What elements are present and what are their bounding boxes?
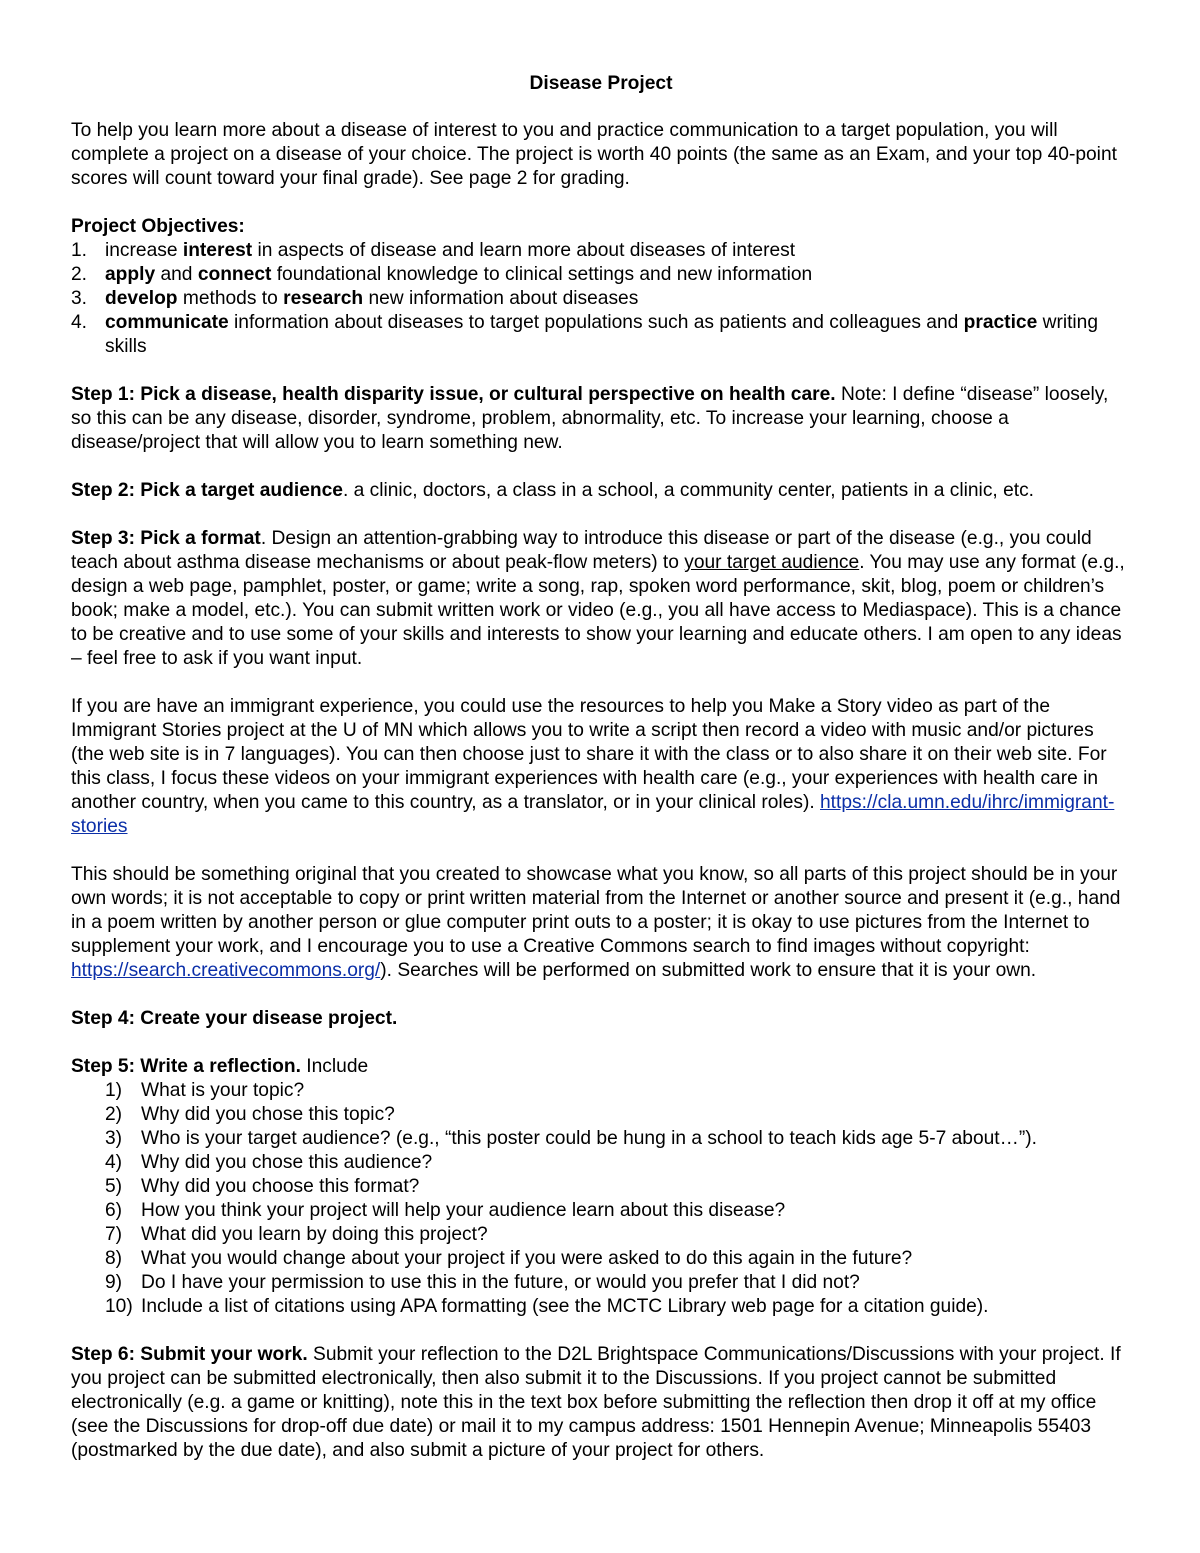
- step4-label: Step 4: Create your disease project.: [71, 1008, 398, 1029]
- list-item: 3) Who is your target audience? (e.g., “this poster could be hung in a school to teach kids age 5-7 about…”).: [105, 1128, 1037, 1149]
- list-item: 6) How you think your project will help your audience learn about this disease?: [105, 1200, 786, 1221]
- step2-paragraph: Step 2: Pick a target audience. a clinic, doctors, a class in a school, a community center, patients in a clinic, etc.: [71, 480, 1034, 501]
- objective-item: 2. apply and connect foundational knowledge to clinical settings and new information: [71, 264, 813, 285]
- list-item: 8) What you would change about your project if you were asked to do this again in the future?: [105, 1248, 913, 1269]
- list-item: 10) Include a list of citations using APA formatting (see the MCTC Library web page for a citation guide).: [105, 1296, 989, 1317]
- step5-label: Step 5: Write a reflection.: [71, 1056, 301, 1077]
- creative-commons-link[interactable]: https://search.creativecommons.org/: [71, 960, 381, 981]
- immigrant-paragraph: If you are have an immigrant experience, you could use the resources to help you Make a Story video as part of the Immigrant Stories project at the U of MN which allows you to write a script then record a video with music and/or pictures (the web site is in 7 languages). You can then choose just to share it with the class or to also share it on their web site. For this class, I focus these videos on your immigrant experiences with health care (e.g., your experiences with health care in another country, when you came to this country, as a translator, or in your clinical roles). https://cla.umn.edu/ihrc/immigrant-stories: [71, 696, 1115, 837]
- step5-section: Step 5: Write a reflection. Include 1) What is your topic? 2) Why did you chose this topic? 3) Who is your target audience? (e.g., “this poster could be hung in a school to teach kids age 5-7 about…”). 4) Why did you chose this audience? 5) Why did you choose this format? 6) How you think your project will help your audience learn about this disease? 7) What did you learn by doing this project? 8) What you would change about your project if you were asked to do this again in the future? 9) Do I have your permission to use this in the future, or would you prefer that I did not? 10) Include a list of citations using APA formatting (see the MCTC Library web page for a citation guide).: [71, 1055, 1131, 1319]
- intro-paragraph: To help you learn more about a disease of interest to you and practice communication to a target population, you will complete a project on a disease of your choice. The project is worth 40 points (the same as an Exam, and your top 40-point scores will count toward your final grade). See page 2 for grading.: [71, 120, 1117, 189]
- immigrant-stories-link[interactable]: https://cla.umn.edu/ihrc/immigrant-stories: [71, 792, 1115, 837]
- list-item: 4) Why did you chose this audience?: [105, 1152, 433, 1173]
- step4-paragraph: [71, 1007, 1131, 1031]
- step1-label: Step 1: Pick a disease, health disparity issue, or cultural perspective on health care.: [71, 384, 836, 405]
- list-item: 2) Why did you chose this topic?: [105, 1104, 395, 1125]
- objectives-list: [71, 239, 1131, 359]
- document-page: [71, 72, 1131, 1463]
- list-item: 7) What did you learn by doing this project?: [105, 1224, 488, 1245]
- objectives-section: [71, 215, 1131, 359]
- step2-label: Step 2: Pick a target audience: [71, 480, 343, 501]
- step3-label: Step 3: Pick a format: [71, 528, 261, 549]
- page-title: Disease Project: [529, 73, 673, 94]
- original-work-paragraph: This should be something original that you created to showcase what you know, so all parts of this project should be in your own words; it is not acceptable to copy or print written material from the Internet or another source and present it (e.g., hand in a poem written by another person or glue computer print outs to a poster; it is okay to use pictures from the Internet to supplement your work, and I encourage you to use a Creative Commons search to find images without copyright: https://search.creativecommons.org/). Searches will be performed on submitted work to ensure that it is your own.: [71, 864, 1121, 981]
- objective-item: 1. increase interest in aspects of disease and learn more about diseases of interest: [71, 240, 796, 261]
- list-item: 5) Why did you choose this format?: [105, 1176, 420, 1197]
- objective-item: 3. develop methods to research new information about diseases: [71, 288, 639, 309]
- objective-item: 4. communicate information about diseases to target populations such as patients and colleagues and practice writing skills: [71, 312, 1099, 357]
- reflection-list: [71, 1079, 1131, 1319]
- step6-paragraph: Step 6: Submit your work. Submit your reflection to the D2L Brightspace Communications/Discussions with your project. If you project can be submitted electronically, then also submit it to the Discussions. If you project cannot be submitted electronically (e.g. a game or knitting), note this in the text box before submitting the reflection then drop it off at my office (see the Discussions for drop-off due date) or mail it to my campus address: 1501 Hennepin Avenue; Minneapolis 55403 (postmarked by the due date), and also submit a picture of your project for others.: [71, 1344, 1121, 1461]
- target-audience-underline: your target audience: [684, 552, 860, 573]
- step6-label: Step 6: Submit your work.: [71, 1344, 308, 1365]
- list-item: 9) Do I have your permission to use this in the future, or would you prefer that I did not?: [105, 1272, 860, 1293]
- step3-paragraph: Step 3: Pick a format. Design an attention-grabbing way to introduce this disease or part of the disease (e.g., you could teach about asthma disease mechanisms or about peak-flow meters) to your target audience. You may use any format (e.g., design a web page, pamphlet, poster, or game; write a song, rap, spoken word performance, skit, blog, poem or children’s book; make a model, etc.). You can submit written work or video (e.g., you all have access to Mediaspace). This is a chance to be creative and to use some of your skills and interests to show your learning and educate others. I am open to any ideas – feel free to ask if you want input.: [71, 528, 1125, 669]
- list-item: 1) What is your topic?: [105, 1080, 305, 1101]
- step1-paragraph: Step 1: Pick a disease, health disparity issue, or cultural perspective on health care. Note: I define “disease” loosely, so this can be any disease, disorder, syndrome, problem, abnormality, etc. To increase your learning, choose a disease/project that will allow you to learn something new.: [71, 384, 1109, 453]
- objectives-heading: Project Objectives:: [71, 216, 245, 237]
